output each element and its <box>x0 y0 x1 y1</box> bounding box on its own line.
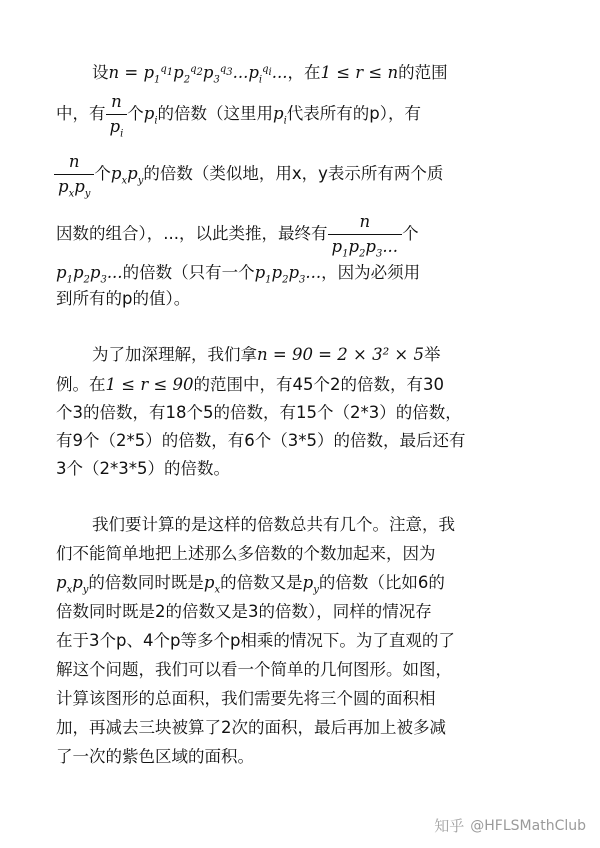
p1-line-3: $\frac{n}{p_xp_y}$ 个$p_xp_y$的倍数（类似地，用x，y表示所有两个质 <box>54 150 443 199</box>
p2-line-2: 例。在1 ≤ r ≤ 90的范围中，有45个2的倍数，有30 <box>56 375 445 394</box>
fraction-n-over-pxpy: $\frac{n}{p_xp_y}$ <box>54 150 94 199</box>
p2-line-5: 3个（2*3*5）的倍数。 <box>56 459 230 478</box>
p3-line-4: 倍数同时既是2的倍数又是3的倍数），同样的情况存 <box>56 602 432 621</box>
p1-line-5: $p_1p_2p_3$...的倍数（只有一个$p_1p_2p_3$...，因为必须用 <box>56 263 421 286</box>
p2-line-4: 有9个（2*5）的倍数，有6个（3*5）的倍数，最后还有 <box>56 431 466 450</box>
p3-line-2: 们不能简单地把上述那么多倍数的个数加起来，因为 <box>56 544 436 563</box>
p3-line-6: 解这个问题，我们可以看一个简单的几何图形。如图， <box>56 660 452 679</box>
watermark-handle: @HFLSMathClub <box>470 817 586 834</box>
p3-line-5: 在于3个p、4个p等多个p相乘的情况下。为了直观的了 <box>56 631 455 650</box>
p3-line-8: 加，再减去三块被算了2次的面积，最后再加上被多减 <box>56 718 446 737</box>
p1-line-1: 设$n = p_1^{q_1}p_2^{q_2}p_3^{q_3}...p_i^{q_i}$...，在1 ≤ r ≤ n的范围 <box>92 63 448 86</box>
p1-line-2: 中，有 $\frac{n}{p_i}$ 个$p_i$的倍数（这里用$p_i$代表所有的p），有 <box>56 92 422 140</box>
watermark <box>434 815 586 836</box>
p3-line-1: 我们要计算的是这样的倍数总共有几个。注意，我 <box>92 515 455 534</box>
p2-line-1: 为了加深理解，我们拿n = 90 = 2 × 3² × 5举 <box>92 345 441 364</box>
formula-n-factorization: $n = p_1^{q_1}p_2^{q_2}p_3^{q_3}...p_i^{q_i}$... <box>108 63 288 86</box>
p2-line-3: 个3的倍数，有18个5的倍数，有15个（2*3）的倍数， <box>56 403 462 422</box>
zhihu-logo: 知乎 <box>434 817 465 835</box>
fraction-n-over-pi: $\frac{n}{p_i}$ <box>106 90 128 139</box>
p3-line-9: 了一次的紫色区域的面积。 <box>56 747 254 766</box>
p1-line-4: 因数的组合），...，以此类推，最终有 $\frac{n}{p_1p_2p_3...}$ 个 <box>56 212 419 260</box>
p1-line-6: 到所有的p的值）。 <box>56 289 191 308</box>
p3-line-7: 计算该图形的总面积，我们需要先将三个圆的面积相 <box>56 689 436 708</box>
p3-line-3: $p_xp_y$的倍数同时既是$p_x$的倍数又是$p_y$的倍数（比如6的 <box>56 573 445 596</box>
fraction-n-over-product: $\frac{n}{p_1p_2p_3...}$ <box>328 210 403 259</box>
